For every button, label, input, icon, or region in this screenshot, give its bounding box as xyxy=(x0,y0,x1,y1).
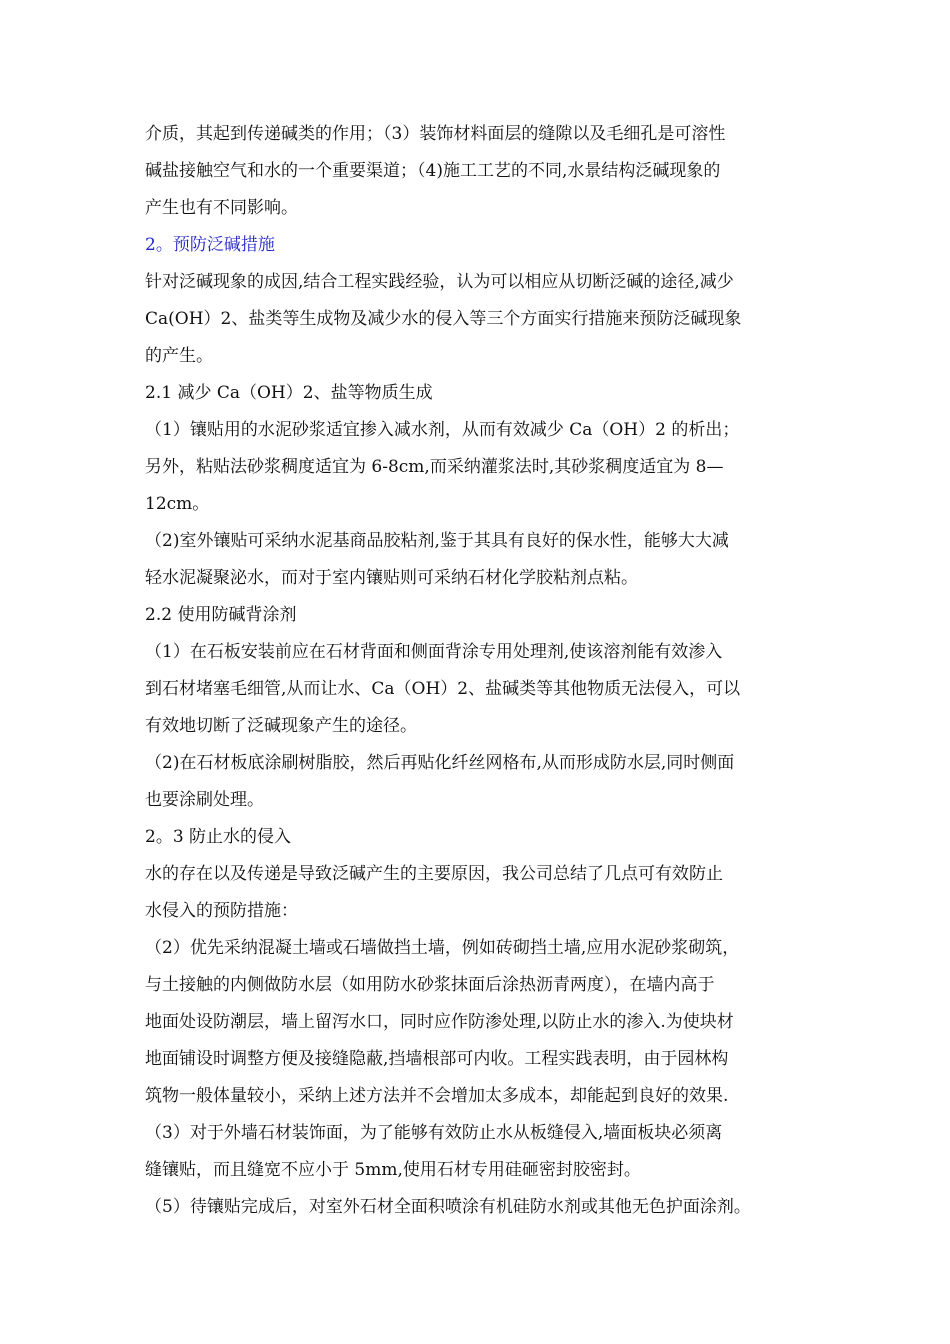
text-line: 12cm。 xyxy=(145,494,210,514)
document-body xyxy=(145,116,825,1226)
text-line: 地面处设防潮层，墙上留泻水口，同时应作防渗处理,以防止水的渗入.为使块材 xyxy=(145,1012,734,1032)
text-line: 轻水泥凝聚泌水，而对于室内镶贴则可采纳石材化学胶粘剂点粘。 xyxy=(145,568,638,588)
text-line: 到石材堵塞毛细管,从而让水、Ca（OH）2、盐碱类等其他物质无法侵入，可以 xyxy=(145,679,741,699)
text-line: 与土接触的内侧做防水层（如用防水砂浆抹面后涂热沥青两度），在墙内高于 xyxy=(145,975,715,995)
text-line: （2)室外镶贴可采纳水泥基商品胶粘剂,鉴于其具有良好的保水性，能够大大减 xyxy=(145,531,729,551)
text-line: （1）在石板安装前应在石材背面和侧面背涂专用处理剂,使该溶剂能有效渗入 xyxy=(145,642,723,662)
text-line: 缝镶贴，而且缝宽不应小于 5mm,使用石材专用硅砸密封胶密封。 xyxy=(145,1160,641,1180)
section-heading: 2。预防泛碱措施 xyxy=(145,235,275,255)
text-line: 水侵入的预防措施： xyxy=(145,901,298,921)
text-line: 筑物一般体量较小，采纳上述方法并不会增加太多成本，却能起到良好的效果. xyxy=(145,1086,729,1106)
text-line: 介质，其起到传递碱类的作用；（3）装饰材料面层的缝隙以及毛细孔是可溶性 xyxy=(145,124,726,144)
subsection-heading: 2.2 使用防碱背涂剂 xyxy=(145,605,297,625)
text-line: （1）镶贴用的水泥砂浆适宜掺入减水剂，从而有效减少 Ca（OH）2 的析出； xyxy=(145,420,740,440)
subsection-heading: 2。3 防止水的侵入 xyxy=(145,827,292,847)
text-line: 也要涂刷处理。 xyxy=(145,790,264,810)
text-line: 水的存在以及传递是导致泛碱产生的主要原因，我公司总结了几点可有效防止 xyxy=(145,864,723,884)
text-line: （5）待镶贴完成后，对室外石材全面积喷涂有机硅防水剂或其他无色护面涂剂。 xyxy=(145,1197,751,1217)
text-line: 另外，粘贴法砂浆稠度适宜为 6-8cm,而采纳灌浆法时,其砂浆稠度适宜为 8— xyxy=(145,457,724,477)
text-line: 的产生。 xyxy=(145,346,213,366)
text-line: Ca(OH）2、盐类等生成物及减少水的侵入等三个方面实行措施来预防泛碱现象 xyxy=(145,309,742,329)
text-line: （2）优先采纳混凝土墙或石墙做挡土墙，例如砖砌挡土墙,应用水泥砂浆砌筑， xyxy=(145,938,740,958)
text-line: 产生也有不同影响。 xyxy=(145,198,298,218)
text-line: 碱盐接触空气和水的一个重要渠道；（4)施工工艺的不同,水景结构泛碱现象的 xyxy=(145,161,721,181)
subsection-heading: 2.1 减少 Ca（OH）2、盐等物质生成 xyxy=(145,383,433,403)
text-line: 针对泛碱现象的成因,结合工程实践经验，认为可以相应从切断泛碱的途径,减少 xyxy=(145,272,734,292)
text-line: 有效地切断了泛碱现象产生的途径。 xyxy=(145,716,417,736)
text-line: （3）对于外墙石材装饰面，为了能够有效防止水从板缝侵入,墙面板块必须离 xyxy=(145,1123,723,1143)
text-line: 地面铺设时调整方便及接缝隐蔽,挡墙根部可内收。工程实践表明，由于园林构 xyxy=(145,1049,729,1069)
text-line: （2)在石材板底涂刷树脂胶，然后再贴化纤丝网格布,从而形成防水层,同时侧面 xyxy=(145,753,735,773)
